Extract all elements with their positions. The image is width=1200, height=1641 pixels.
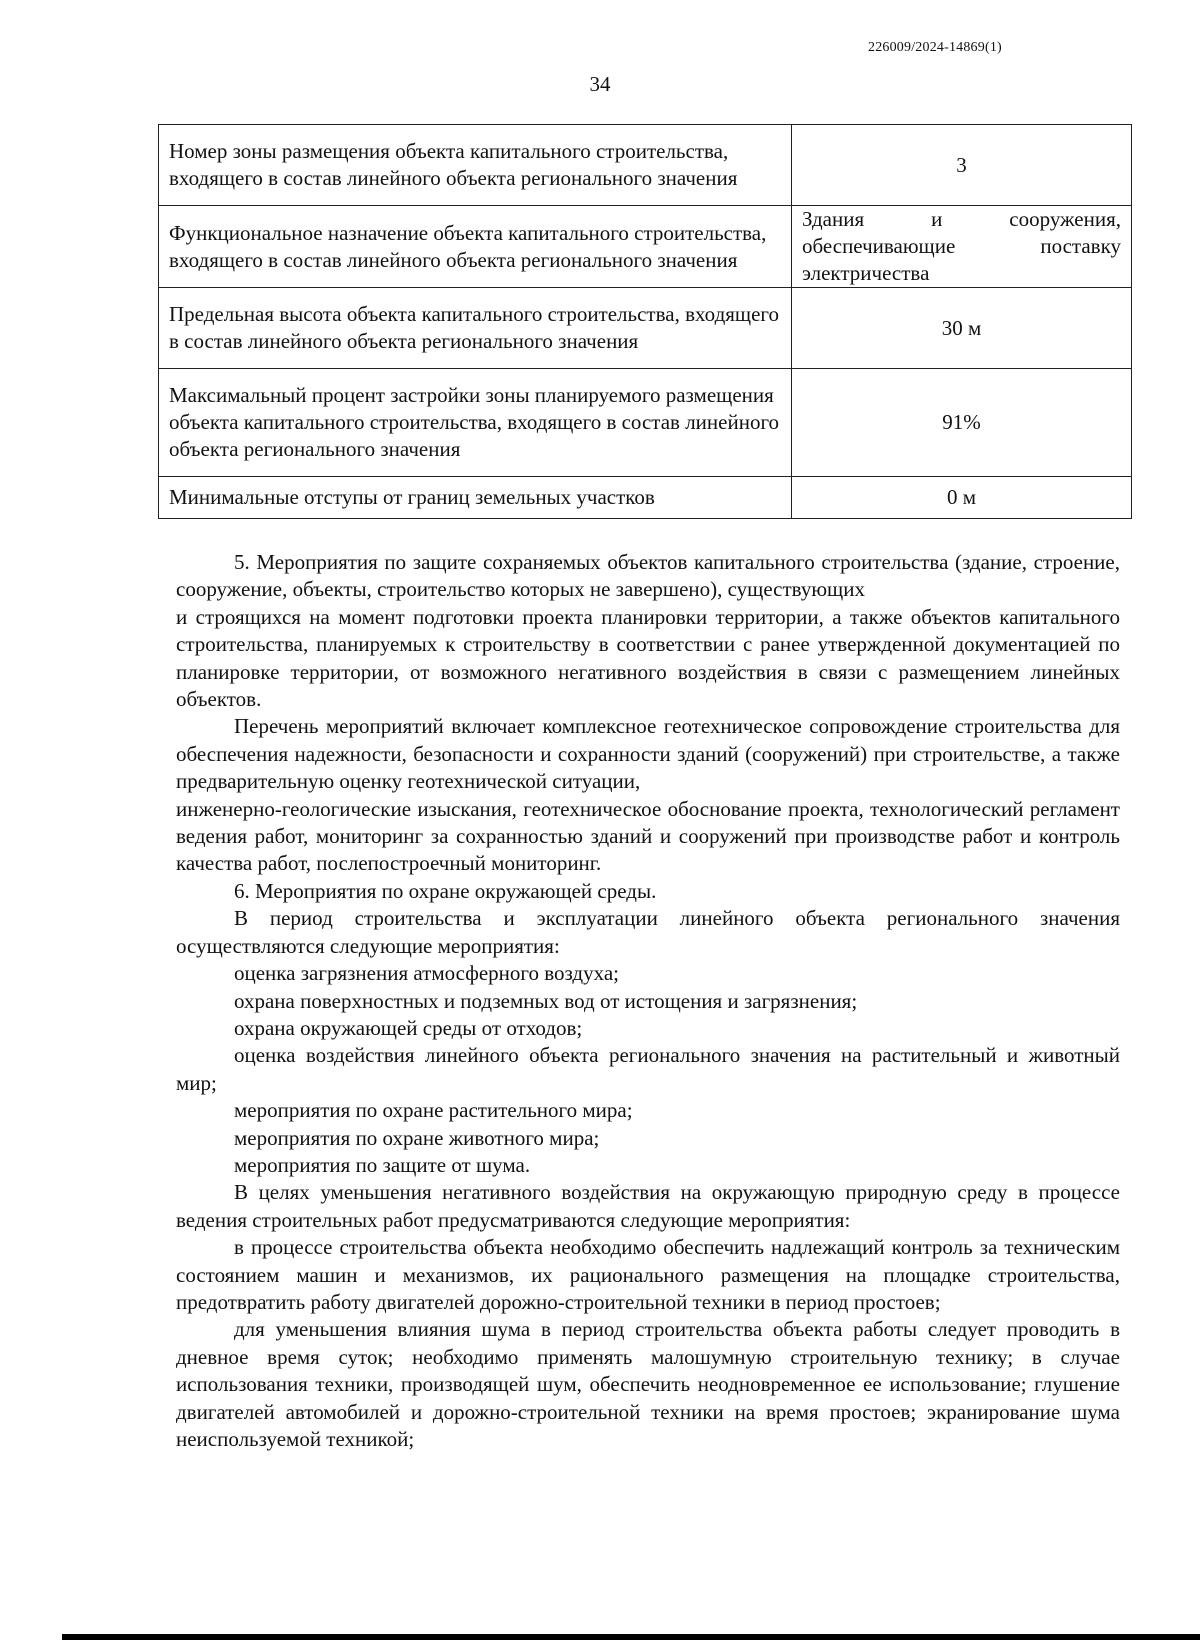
list-item: мероприятия по защите от шума.: [234, 1152, 531, 1177]
list-item: мероприятия по охране растительного мира;: [234, 1098, 633, 1123]
list-item: оценка воздействия линейного объекта регионального значения на растительный и животный мир;: [176, 1043, 1120, 1095]
paragraph-machine-control: в процессе строительства объекта необходимо обеспечить надлежащий контроль за техническим состоянием машин и механизмов, их рационального размещения на площадке строительства, предотвратить работу двигателей дорожно-строительной техники в период простоев;: [176, 1235, 1120, 1314]
table-row: [159, 477, 1132, 519]
table-cell-label: Минимальные отступы от границ земельных участков: [159, 477, 792, 519]
document-body: [176, 549, 1120, 1453]
list-item: охрана окружающей среды от отходов;: [234, 1015, 583, 1040]
parameters-table: [158, 124, 1132, 519]
paragraph-noise-reduction: для уменьшения влияния шума в период строительства объекта работы следует проводить в дневное время суток; необходимо применять малошумную строительную технику; в случае использования техники, производящей шум, обеспечить неодновременное ее использование; глушение двигателей автомобилей и дорожно-строительной техники на время простоев; экранирование шума неиспользуемой техникой;: [176, 1317, 1120, 1451]
table-cell-value: 3: [792, 125, 1132, 206]
table-row: [159, 369, 1132, 477]
document-registration-number: 226009/2024-14869(1): [868, 40, 1002, 55]
list-item: оценка загрязнения атмосферного воздуха;: [234, 961, 619, 986]
paragraph-measures-list-continued: инженерно-геологические изыскания, геотехническое обоснование проекта, технологический регламент ведения работ, мониторинг за сохранностью зданий и сооружений при производстве работ и контроль качества работ, послепостроечный мониторинг.: [176, 796, 1120, 876]
table-row: [159, 288, 1132, 369]
paragraph-section-5: 5. Мероприятия по защите сохраняемых объектов капитального строительства (здание, строение, сооружение, объекты, строительство которых не завершено), существующих: [176, 550, 1120, 602]
paragraph-reduce-impact: В целях уменьшения негативного воздействия на окружающую природную среду в процессе ведения строительных работ предусматриваются следующие мероприятия:: [176, 1180, 1120, 1232]
paragraph-section-5-continued: и строящихся на момент подготовки проекта планировки территории, а также объектов капитального строительства, планируемых к строительству в соответствии с ранее утвержденной документацией по планировке территории, от возможного негативного воздействия в связи с размещением линейных объектов.: [176, 604, 1120, 712]
table-cell-value: 0 м: [792, 477, 1132, 519]
paragraph-measures-list: Перечень мероприятий включает комплексное геотехническое сопровождение строительства для обеспечения надежности, безопасности и сохранности зданий (сооружений) при строительстве, а также предварительную оценку геотехнической ситуации,: [176, 714, 1120, 794]
list-item: мероприятия по охране животного мира;: [234, 1125, 600, 1150]
table-cell-value: 30 м: [792, 288, 1132, 369]
page-number: 34: [589, 72, 611, 96]
scan-bottom-edge: [62, 1634, 1200, 1640]
table-cell-label: Номер зоны размещения объекта капитального строительства, входящего в состав линейного объекта регионального значения: [159, 125, 792, 206]
paragraph-construction-period: В период строительства и эксплуатации линейного объекта регионального значения осуществляются следующие мероприятия:: [176, 906, 1120, 958]
paragraph-section-6: 6. Мероприятия по охране окружающей среды.: [234, 878, 657, 903]
table-row: [159, 125, 1132, 206]
table-row: [159, 206, 1132, 288]
table-cell-label: Функциональное назначение объекта капитального строительства, входящего в состав линейного объекта регионального значения: [159, 206, 792, 288]
table-cell-label: Предельная высота объекта капитального строительства, входящего в состав линейного объекта регионального значения: [159, 288, 792, 369]
list-item: охрана поверхностных и подземных вод от истощения и загрязнения;: [234, 988, 858, 1013]
table-cell-value: 91%: [792, 369, 1132, 477]
table-cell-label: Максимальный процент застройки зоны планируемого размещения объекта капитального строительства, входящего в состав линейного объекта регионального значения: [159, 369, 792, 477]
table-cell-value: Здания и сооружения, обеспечивающие поставку электричества: [792, 206, 1132, 288]
